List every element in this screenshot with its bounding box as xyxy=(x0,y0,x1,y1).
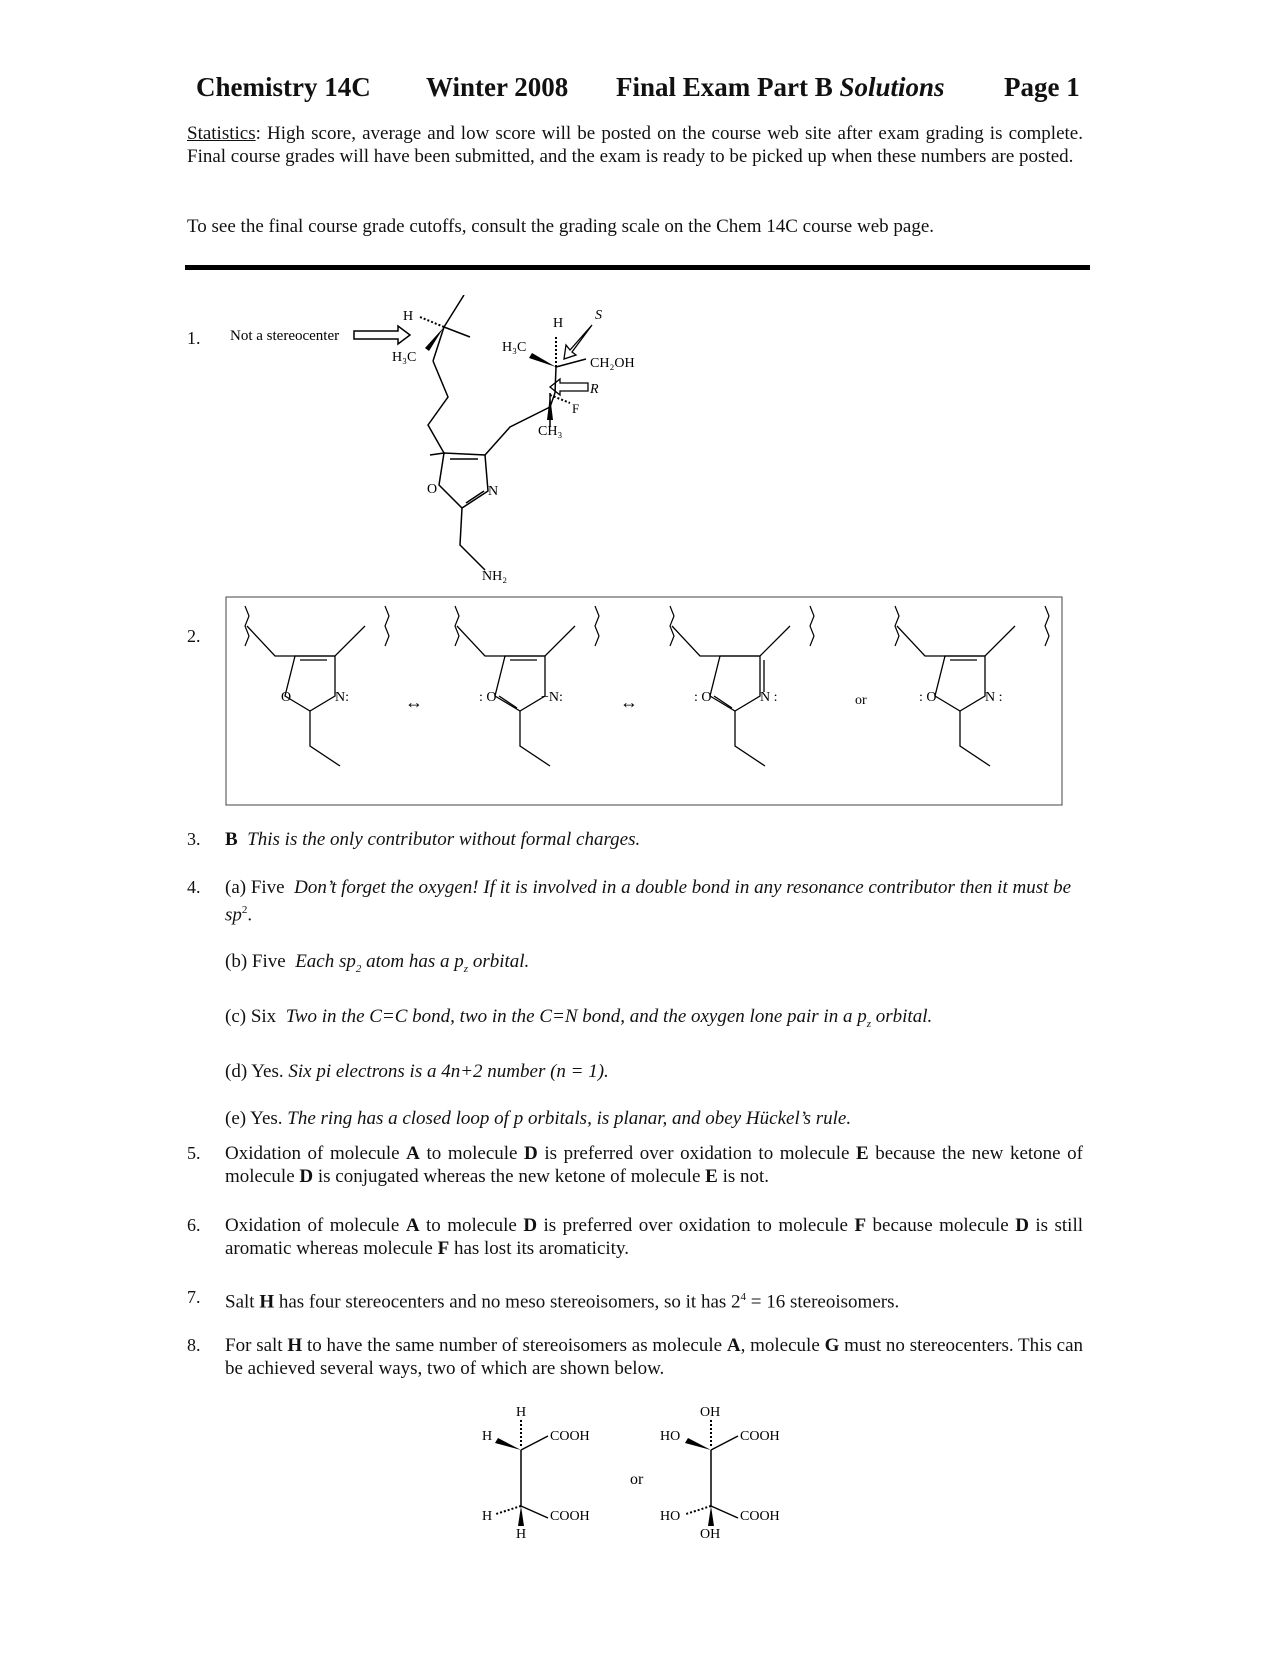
svg-text:: O: : O xyxy=(919,690,937,705)
not-stereocenter-label: Not a stereocenter xyxy=(230,328,340,344)
q4e: (e) Yes. The ring has a closed loop of p orbitals, is planar, and obey Hückel’s rule. xyxy=(225,1107,852,1129)
f-label: F xyxy=(572,401,580,416)
oxazole-ring xyxy=(439,453,488,508)
bond xyxy=(433,295,470,361)
svg-text:: O: : O xyxy=(479,690,497,705)
q4a: (a) Five Don’t forget the oxygen! If it is involved in a double bond in any resonance contributor then it must be $sp^2$. xyxy=(225,877,1072,926)
resonance-structure-c xyxy=(670,606,814,766)
exam-title: Final Exam Part B Solutions xyxy=(616,72,945,102)
svg-text:OH: OH xyxy=(700,1405,721,1420)
box-border xyxy=(226,597,1062,805)
svg-text:N :: N : xyxy=(760,690,778,705)
resonance-structure-d xyxy=(895,606,1049,766)
nh2-label: NH₂ xyxy=(482,569,508,584)
cutoff-paragraph: To see the final course grade cutoffs, consult the grading scale on the Chem 14C course web page. xyxy=(187,216,935,237)
svg-text:COOH: COOH xyxy=(550,1429,590,1444)
svg-text:−N:: −N: xyxy=(541,690,563,705)
chain-bond xyxy=(428,361,448,455)
h3c-label: H₃C xyxy=(502,340,527,355)
ch3-label: CH₃ xyxy=(538,424,563,439)
or-label: or xyxy=(630,1471,644,1488)
term: Winter 2008 xyxy=(426,72,569,102)
s-label: S xyxy=(595,308,602,323)
q1-structure xyxy=(220,295,720,585)
svg-text:H: H xyxy=(516,1405,527,1420)
ch2-bond xyxy=(460,508,485,570)
resonance-arrow: ↔ xyxy=(405,692,423,712)
q8-structures xyxy=(470,1402,830,1542)
resonance-arrow: ↔ xyxy=(620,692,638,712)
o-label: O xyxy=(427,482,438,497)
n-label: N xyxy=(488,484,499,499)
statistics-text: : High score, average and low score will be posted on the course web site after exam grading is complete. Final course grades will have been submitted, and the exam is ready to be picked up when these numbers are posted. xyxy=(187,123,1083,167)
svg-text:H: H xyxy=(516,1527,527,1542)
bond xyxy=(556,359,586,367)
svg-text:N:: N: xyxy=(335,690,349,705)
statistics-paragraph xyxy=(187,122,1083,168)
resonance-structure-a xyxy=(245,606,389,766)
svg-text:COOH: COOH xyxy=(550,1509,590,1524)
svg-text:N :: N : xyxy=(985,690,1003,705)
h-label: H xyxy=(553,316,564,331)
svg-text:H: H xyxy=(482,1429,493,1444)
statistics-label: Statistics xyxy=(187,123,256,144)
svg-text:OH: OH xyxy=(700,1527,721,1542)
svg-text:: O: : O xyxy=(694,690,712,705)
r-label: R xyxy=(590,382,599,397)
svg-text:COOH: COOH xyxy=(740,1429,780,1444)
svg-text:H: H xyxy=(482,1509,493,1524)
meso-structure-h xyxy=(482,1405,590,1542)
s-arrow xyxy=(564,325,592,359)
course-title: Chemistry 14C xyxy=(196,72,371,102)
h3c-label: H₃C xyxy=(392,350,417,365)
q4b: (b) Five Each $sp_2$ atom has a $p_z$ orbital. xyxy=(225,951,530,976)
q2-number: 2. xyxy=(187,626,201,646)
wedge-bond xyxy=(425,327,444,351)
q1-number: 1. xyxy=(187,328,201,348)
svg-text:COOH: COOH xyxy=(740,1509,780,1524)
svg-text:HO: HO xyxy=(660,1509,681,1524)
double-bond xyxy=(466,491,484,503)
divider xyxy=(185,265,1090,270)
q4c: (c) Six Two in the C=C bond, two in the C=N bond, and the oxygen lone pair in a $p_z$ orbital. xyxy=(225,1006,933,1030)
resonance-structure-b xyxy=(455,606,599,766)
wedge-bond xyxy=(529,353,556,367)
svg-text:O: O xyxy=(281,690,292,705)
svg-text:HO: HO xyxy=(660,1429,681,1444)
q4d: (d) Yes. Six pi electrons is a 4n+2 number (n = 1). xyxy=(225,1060,609,1082)
hash-bond xyxy=(420,317,444,327)
q2-resonance-box xyxy=(225,596,1065,808)
bond xyxy=(555,367,556,393)
meso-structure-oh xyxy=(660,1405,780,1542)
ch2oh-label: CH₂OH xyxy=(590,356,635,371)
page-number: Page 1 xyxy=(1004,72,1080,102)
callout-arrow xyxy=(354,326,410,344)
or-label: or xyxy=(855,693,867,708)
h-label: H xyxy=(403,309,414,324)
